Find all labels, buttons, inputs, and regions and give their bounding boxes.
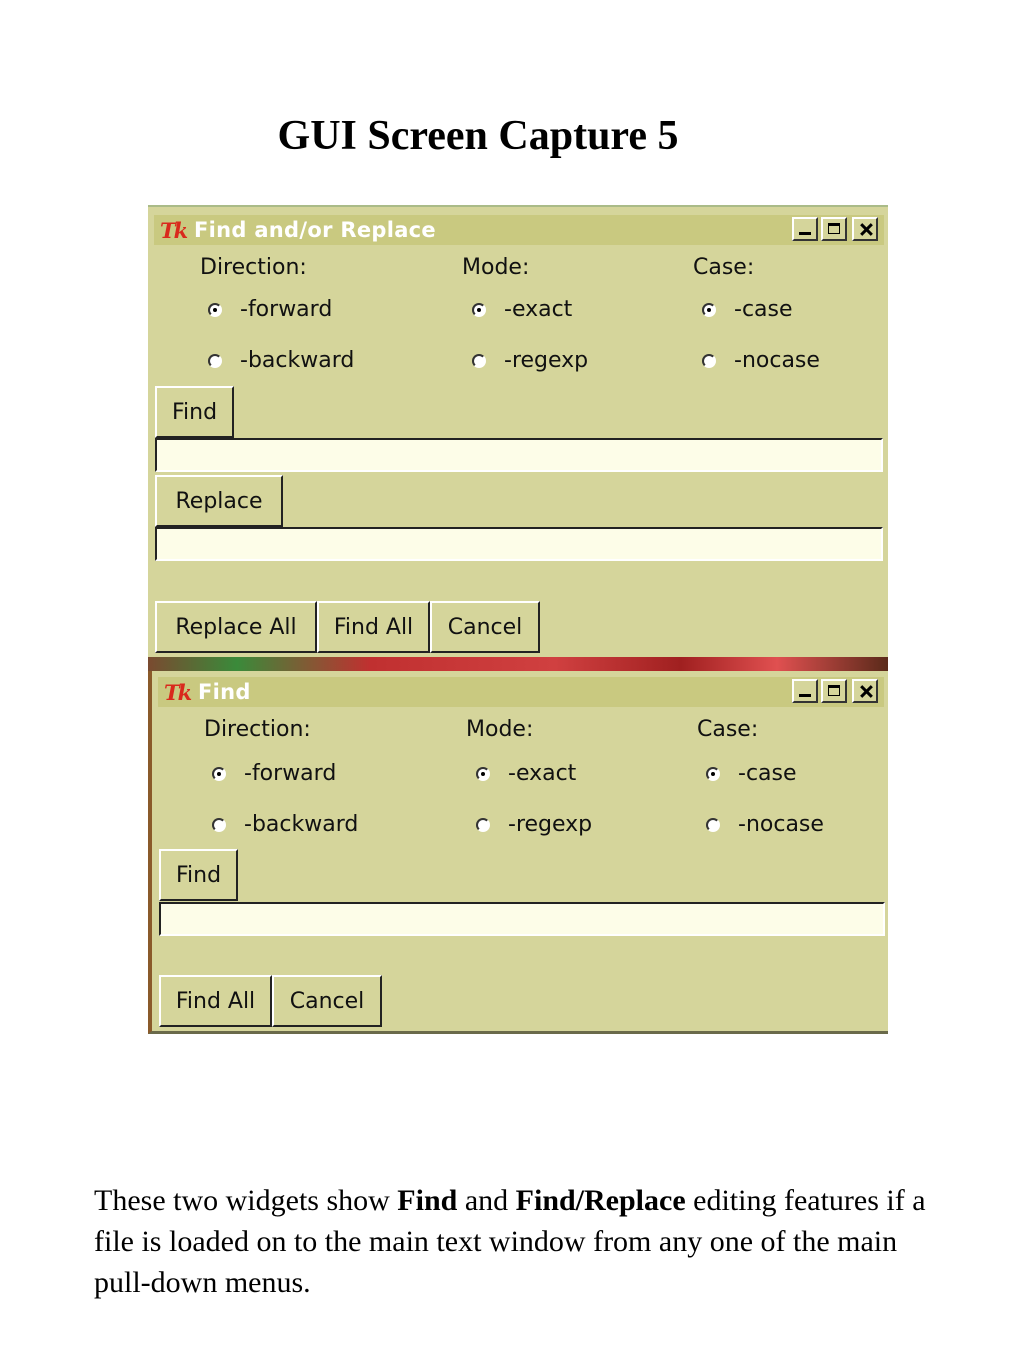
radio-case[interactable] bbox=[706, 761, 797, 786]
radio-selected-icon bbox=[212, 767, 226, 781]
mode-label: Mode: bbox=[466, 717, 534, 742]
find-input[interactable] bbox=[155, 438, 883, 472]
dialog-titlebar[interactable] bbox=[154, 215, 884, 245]
radio-nocase[interactable] bbox=[706, 812, 824, 837]
caption-bold-find: Find bbox=[397, 1184, 458, 1217]
case-label: Case: bbox=[693, 255, 755, 280]
radio-unselected-icon bbox=[472, 354, 486, 368]
radio-unselected-icon bbox=[702, 354, 716, 368]
radio-label: -case bbox=[734, 297, 793, 322]
radio-label: -nocase bbox=[738, 812, 824, 837]
radio-backward[interactable] bbox=[212, 812, 358, 837]
replace-button[interactable]: Replace bbox=[155, 475, 283, 527]
radio-backward[interactable] bbox=[208, 348, 354, 373]
radio-label: -case bbox=[738, 761, 797, 786]
find-button[interactable]: Find bbox=[155, 386, 234, 438]
radio-label: -regexp bbox=[504, 348, 589, 373]
caption-paragraph bbox=[94, 1180, 954, 1303]
radio-unselected-icon bbox=[706, 818, 720, 832]
radio-forward[interactable] bbox=[212, 761, 336, 786]
dialog-title: Find and/or Replace bbox=[194, 218, 436, 242]
minimize-icon[interactable] bbox=[792, 679, 818, 703]
radio-selected-icon bbox=[702, 303, 716, 317]
close-icon[interactable] bbox=[852, 679, 878, 703]
radio-case[interactable] bbox=[702, 297, 793, 322]
radio-selected-icon bbox=[472, 303, 486, 317]
radio-selected-icon bbox=[706, 767, 720, 781]
replace-input[interactable] bbox=[155, 527, 883, 561]
find-all-button[interactable]: Find All bbox=[317, 601, 430, 653]
radio-label: -backward bbox=[240, 348, 355, 373]
radio-selected-icon bbox=[476, 767, 490, 781]
caption-text: editing features if a file is loaded on to the main text window from any one of the main pull-down menus. bbox=[94, 1184, 926, 1299]
radio-unselected-icon bbox=[476, 818, 490, 832]
case-label: Case: bbox=[697, 717, 759, 742]
radio-label: -forward bbox=[240, 297, 333, 322]
radio-label: -nocase bbox=[734, 348, 820, 373]
caption-text: These two widgets show bbox=[94, 1184, 398, 1217]
dialog-titlebar[interactable] bbox=[158, 677, 884, 707]
radio-label: -forward bbox=[244, 761, 337, 786]
direction-label: Direction: bbox=[200, 255, 307, 280]
tk-logo-icon: Tk bbox=[164, 680, 191, 705]
radio-exact[interactable] bbox=[476, 761, 576, 786]
radio-regexp[interactable] bbox=[476, 812, 592, 837]
caption-text: and bbox=[457, 1184, 516, 1217]
maximize-icon[interactable] bbox=[821, 217, 847, 241]
close-icon[interactable] bbox=[852, 217, 878, 241]
radio-selected-icon bbox=[208, 303, 222, 317]
mode-label: Mode: bbox=[462, 255, 530, 280]
maximize-icon[interactable] bbox=[821, 679, 847, 703]
radio-label: -backward bbox=[244, 812, 359, 837]
find-button[interactable]: Find bbox=[159, 849, 238, 901]
dialog-title: Find bbox=[198, 680, 251, 704]
find-all-button[interactable]: Find All bbox=[159, 975, 272, 1027]
minimize-icon[interactable] bbox=[792, 217, 818, 241]
caption-bold-find-replace: Find/Replace bbox=[515, 1184, 686, 1217]
page-title: GUI Screen Capture 5 bbox=[277, 113, 679, 159]
find-replace-dialog bbox=[148, 205, 888, 657]
direction-label: Direction: bbox=[204, 717, 311, 742]
find-dialog bbox=[148, 671, 888, 1034]
desktop-background-strip bbox=[148, 657, 888, 671]
find-input[interactable] bbox=[159, 902, 885, 936]
cancel-button[interactable]: Cancel bbox=[272, 975, 382, 1027]
radio-unselected-icon bbox=[212, 818, 226, 832]
radio-label: -regexp bbox=[508, 812, 593, 837]
replace-all-button[interactable]: Replace All bbox=[155, 601, 317, 653]
radio-label: -exact bbox=[504, 297, 573, 322]
radio-forward[interactable] bbox=[208, 297, 332, 322]
radio-regexp[interactable] bbox=[472, 348, 588, 373]
radio-label: -exact bbox=[508, 761, 577, 786]
tk-logo-icon: Tk bbox=[160, 218, 187, 243]
radio-nocase[interactable] bbox=[702, 348, 820, 373]
radio-unselected-icon bbox=[208, 354, 222, 368]
cancel-button[interactable]: Cancel bbox=[430, 601, 540, 653]
radio-exact[interactable] bbox=[472, 297, 572, 322]
